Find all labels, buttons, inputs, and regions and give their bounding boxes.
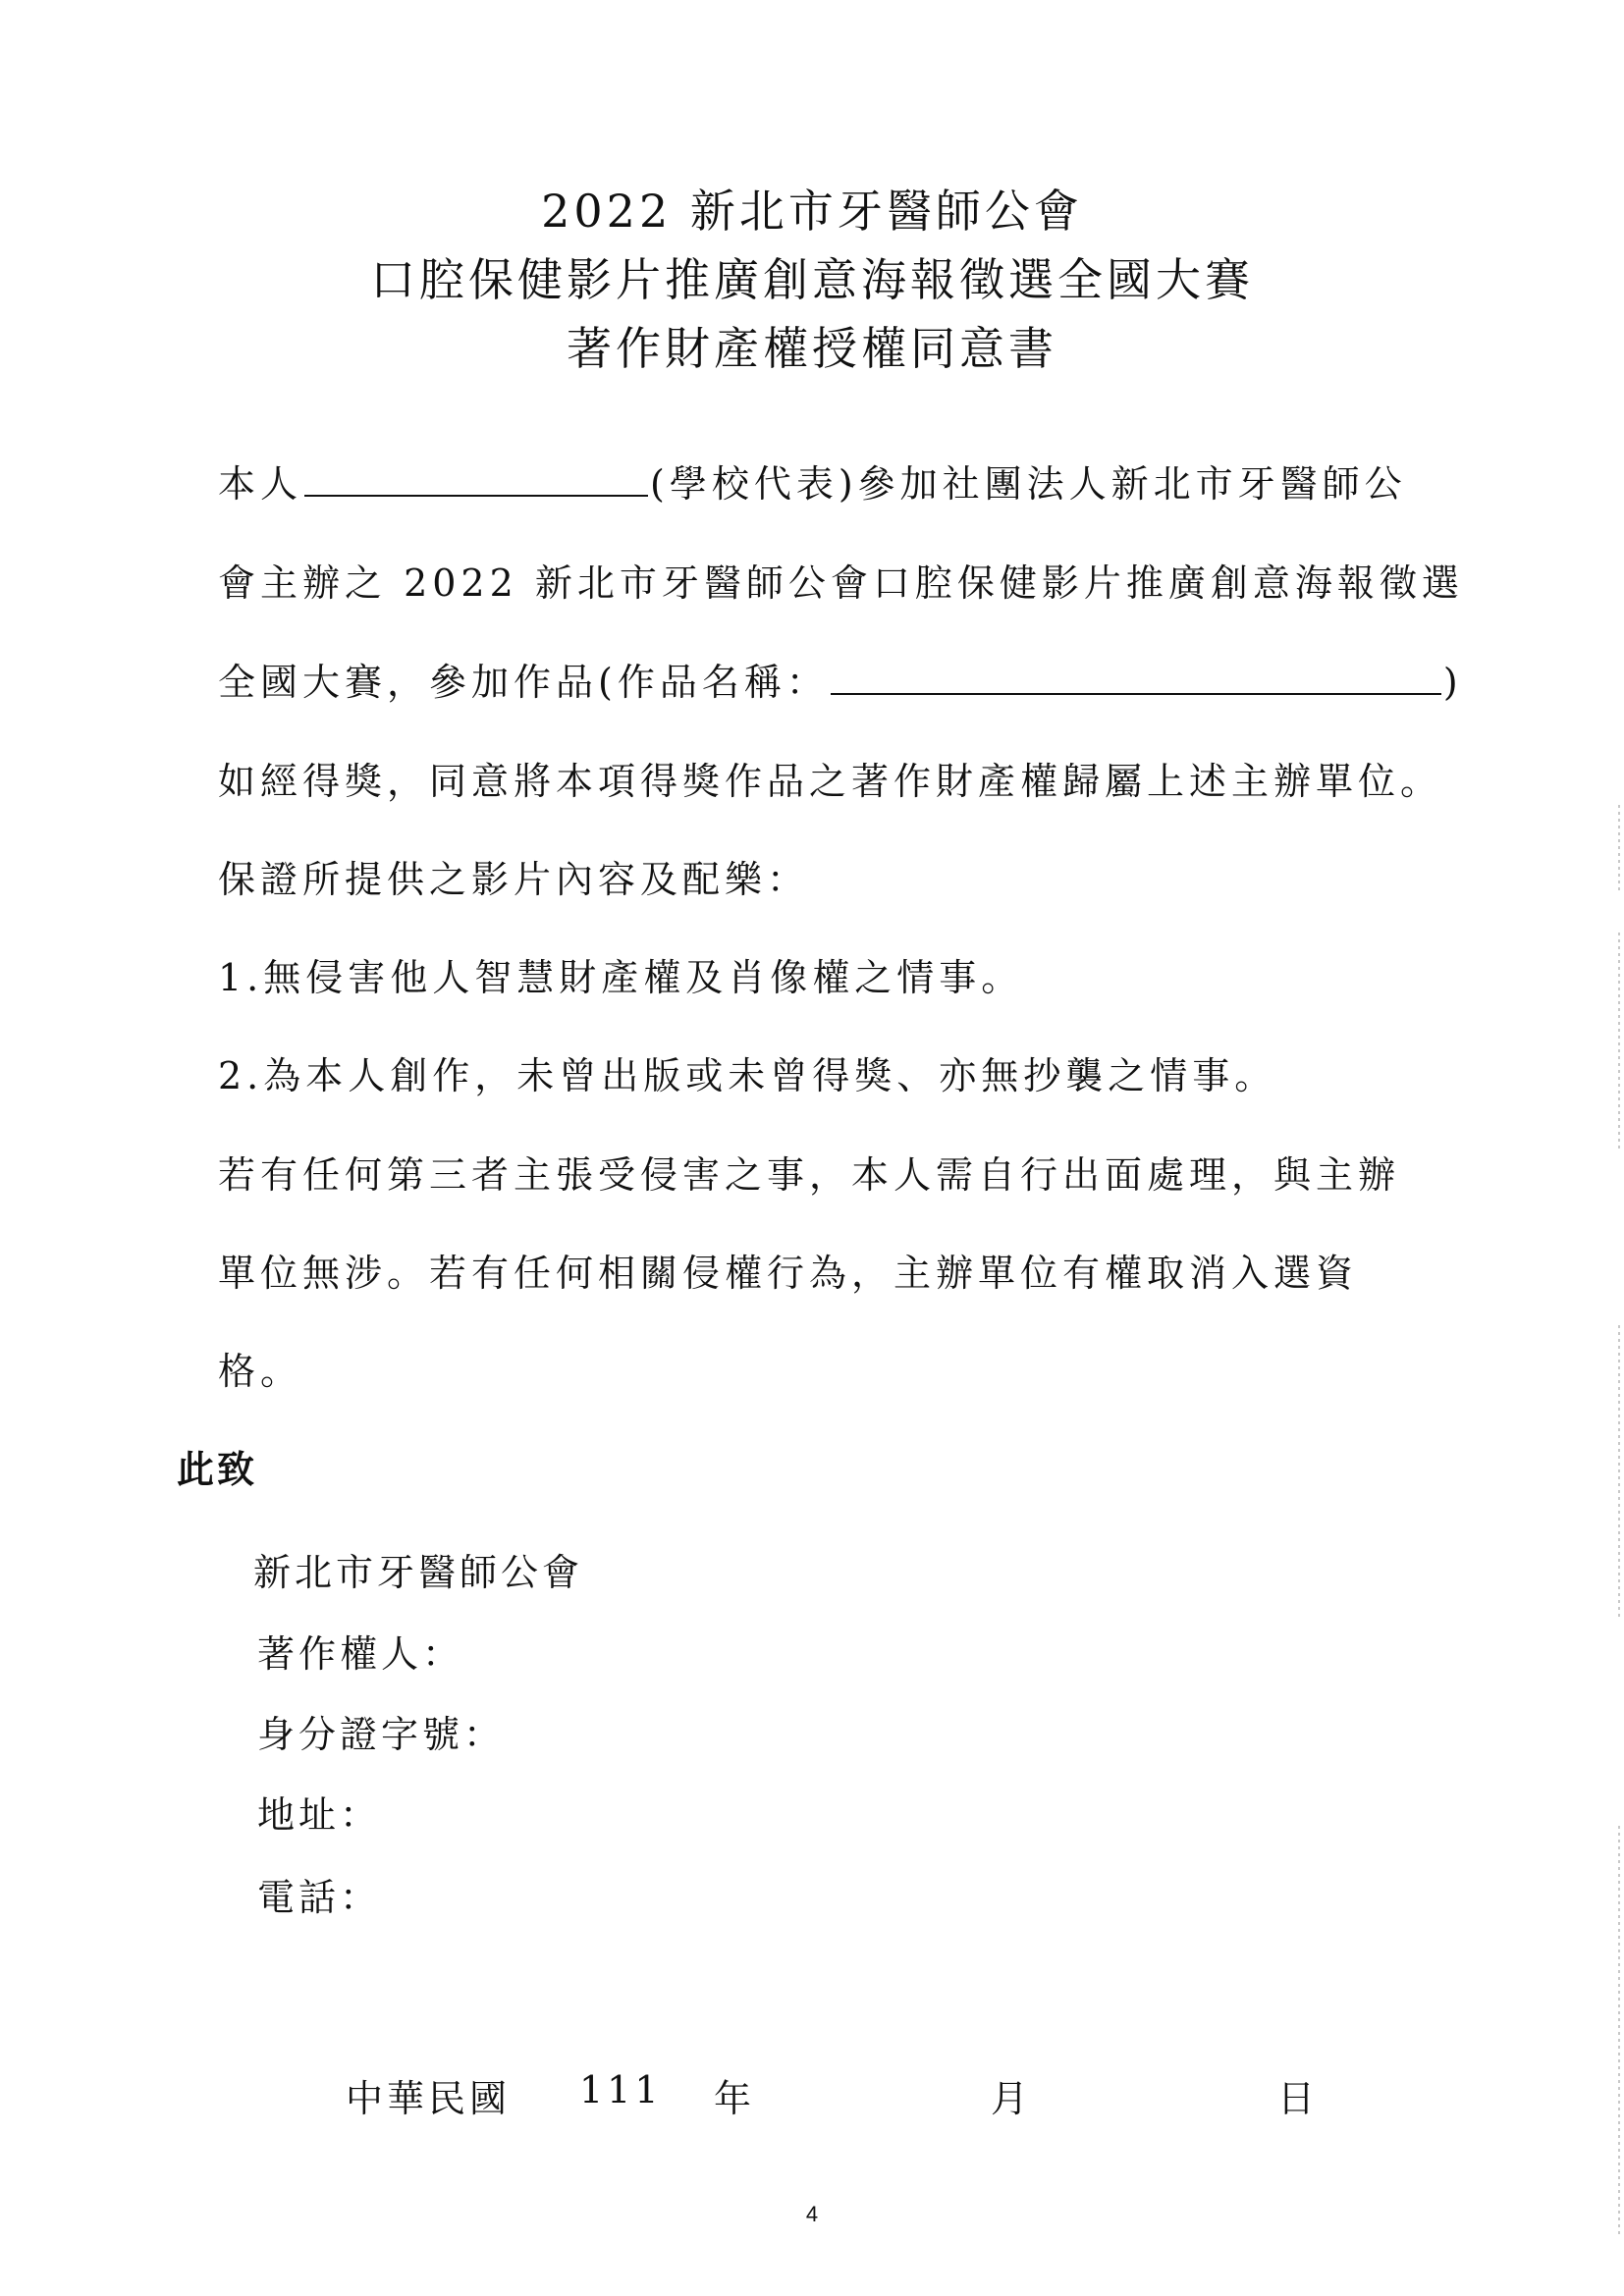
body-line-8: 格。 [218, 1350, 303, 1393]
body-line-4: 如經得獎，同意將本項得獎作品之著作財產權歸屬上述主辦單位。 [218, 760, 1443, 803]
address-field: 地址： [257, 1793, 382, 1837]
phone-field: 電話： [257, 1876, 382, 1919]
body-line-3-suffix: ) [1442, 661, 1463, 704]
work-title-blank-field[interactable] [831, 656, 1441, 695]
scan-edge-mark [1618, 1325, 1620, 1620]
name-blank-field[interactable] [304, 457, 648, 497]
body-line-2: 會主辦之 2022 新北市牙醫師公會口腔保健影片推廣創意海報徵選 [218, 561, 1464, 605]
body-line-5: 保證所提供之影片內容及配樂： [218, 858, 810, 901]
recipient-name: 新北市牙醫師公會 [253, 1551, 584, 1594]
scan-edge-mark [1618, 1826, 1620, 2238]
body-line-1-suffix: (學校代表)參加社團法人新北市牙醫師公 [650, 462, 1407, 506]
guarantee-item-1: 1.無侵害他人智慧財產權及肖像權之情事。 [218, 956, 1024, 999]
guarantee-item-2: 2.為本人創作，未曾出版或未曾得獎、亦無抄襲之情事。 [218, 1054, 1277, 1097]
title-line-1: 2022 新北市牙醫師公會 [541, 185, 1083, 238]
date-day-label: 日 [1277, 2077, 1320, 2120]
date-month-label: 月 [991, 2077, 1033, 2120]
closing-phrase: 此致 [177, 1447, 258, 1491]
body-line-6: 若有任何第三者主張受侵害之事，本人需自行出面處理，與主辦 [218, 1153, 1401, 1197]
id-number-field: 身分證字號： [257, 1713, 506, 1756]
page-number: 4 [805, 2202, 819, 2226]
date-year-value: 111 [579, 2068, 663, 2111]
date-era: 中華民國 [346, 2077, 512, 2120]
scan-edge-mark [1618, 805, 1620, 893]
document-title [0, 177, 1624, 383]
date-year-label: 年 [714, 2077, 756, 2120]
title-line-3: 著作財產權授權同意書 [567, 322, 1057, 375]
body-line-3-prefix: 全國大賽，參加作品(作品名稱： [218, 661, 829, 704]
title-line-2: 口腔保健影片推廣創意海報徵選全國大賽 [370, 253, 1254, 306]
body-line-1-prefix: 本人 [218, 462, 303, 506]
body-line-3 [218, 652, 1463, 706]
scan-edge-mark [1618, 933, 1620, 1148]
body-line-7: 單位無涉。若有任何相關侵權行為，主辦單位有權取消入選資 [218, 1252, 1359, 1295]
copyright-holder-field: 著作權人： [257, 1632, 464, 1676]
body-line-1 [218, 454, 1407, 507]
